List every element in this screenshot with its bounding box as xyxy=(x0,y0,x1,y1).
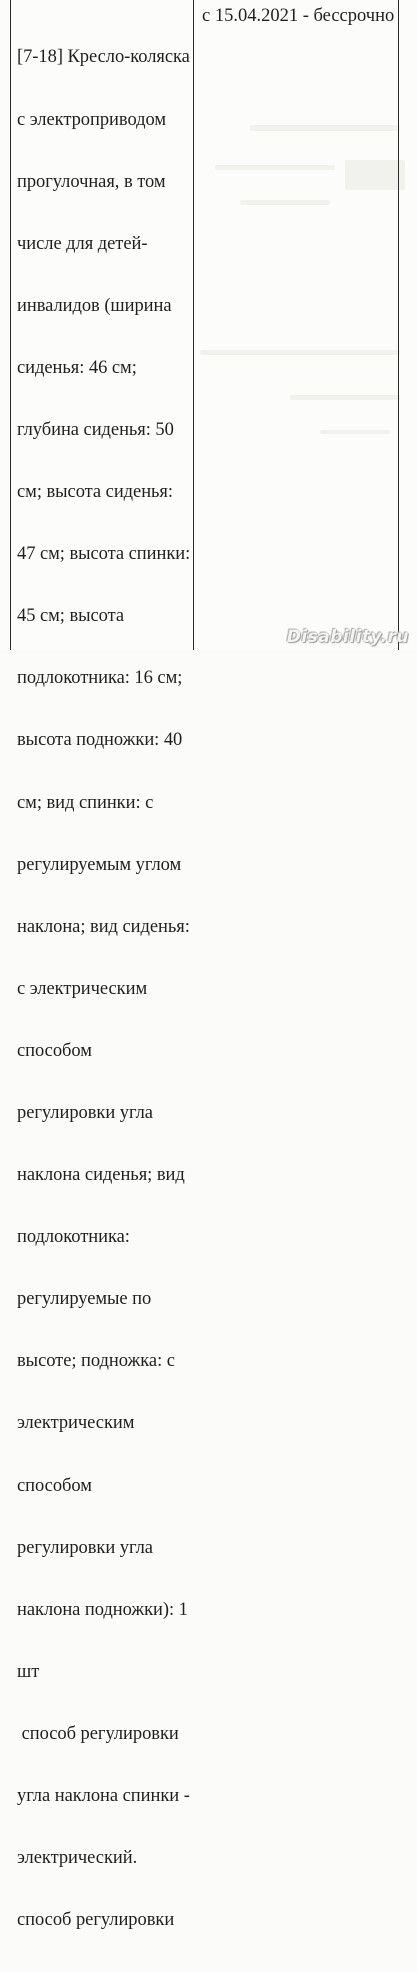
description-line: угла наклона спинки - xyxy=(17,1786,190,1807)
description-line: наклона подножки): 1 xyxy=(17,1599,188,1620)
description-line: прогулочная, в том xyxy=(17,171,166,192)
description-line: см; вид спинки: с xyxy=(17,792,154,813)
description-line: [7-18] Кресло-коляска xyxy=(17,47,190,68)
description-line: см; высота сиденья: xyxy=(17,482,173,503)
description-line: 45 см; высота xyxy=(17,606,125,627)
description-line: высоте; подножка: с xyxy=(17,1351,175,1372)
description-line: числе для детей- xyxy=(17,233,148,254)
table-column-divider xyxy=(193,0,194,650)
description-line: способом xyxy=(17,1040,92,1061)
site-watermark: Disability.ru xyxy=(286,627,409,647)
description-line: высота подножки: 40 xyxy=(17,730,183,751)
validity-period-cell: с 15.04.2021 - бессрочно xyxy=(202,6,395,26)
description-line: глубина сиденья: 50 xyxy=(17,419,174,440)
description-line: регулируемые по xyxy=(17,1289,152,1310)
description-line: регулировки угла xyxy=(17,1537,153,1558)
description-line: способ регулировки xyxy=(17,1910,175,1931)
description-line: регулируемым углом xyxy=(17,854,182,875)
description-line: с электрическим xyxy=(17,978,148,999)
description-line: шт xyxy=(17,1661,40,1682)
description-line: наклона; вид сиденья: xyxy=(17,916,190,937)
description-line: электрический. xyxy=(17,1848,138,1869)
description-line: регулировки угла xyxy=(17,1103,153,1123)
description-line: с электроприводом xyxy=(17,109,166,130)
description-line: инвалидов (ширина xyxy=(17,295,172,316)
description-line: подлокотника: xyxy=(17,1227,130,1248)
description-line: способ регулировки xyxy=(17,1723,179,1744)
description-line: сиденья: 46 см; xyxy=(17,357,137,378)
description-line: 47 см; высота спинки: xyxy=(17,544,191,565)
product-description-cell xyxy=(17,6,189,1972)
description-line: наклона сиденья; вид xyxy=(17,1165,185,1186)
table-column-divider xyxy=(398,0,399,650)
description-line: способом xyxy=(17,1475,92,1496)
description-line: электрическим xyxy=(17,1413,135,1434)
table-left-border xyxy=(10,0,11,650)
description-line: подлокотника: 16 см; xyxy=(17,668,183,689)
